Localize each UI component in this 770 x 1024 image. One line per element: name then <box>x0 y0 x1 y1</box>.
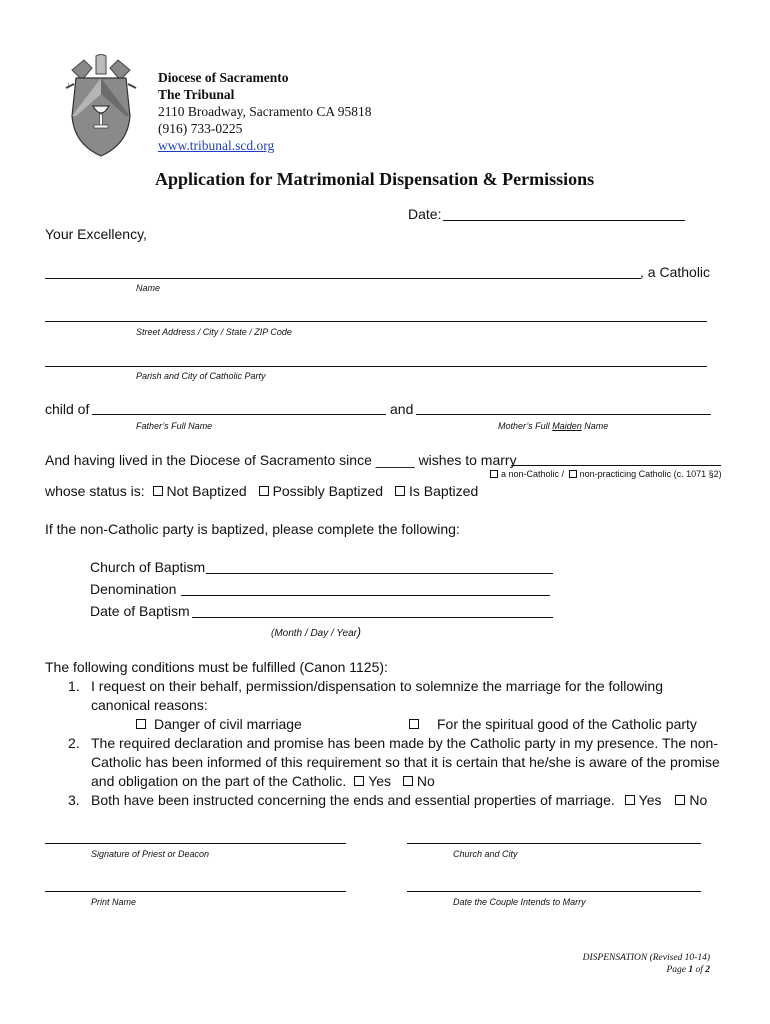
not-baptized-checkbox[interactable] <box>153 486 163 496</box>
item2-text-a: The required declaration and promise has been made by the Catholic party in my presence. The non- <box>91 735 718 751</box>
month-caption: (Month / Day / Year) <box>271 625 361 639</box>
parish-caption: Parish and City of Catholic Party <box>136 371 266 381</box>
org-name: Diocese of Sacramento <box>158 70 289 85</box>
date-of-baptism-field[interactable] <box>192 617 553 618</box>
denomination-field[interactable] <box>181 595 550 596</box>
address-field[interactable] <box>45 321 707 322</box>
possibly-baptized-checkbox[interactable] <box>259 486 269 496</box>
church-of-baptism-field[interactable] <box>206 573 553 574</box>
father-name-field[interactable] <box>92 414 386 415</box>
date-of-baptism-label: Date of Baptism <box>90 603 190 619</box>
child-of-label: child of <box>45 401 90 417</box>
revision-note: DISPENSATION (Revised 10-14) <box>582 953 710 963</box>
and-label: and <box>390 401 414 417</box>
address-caption: Street Address / City / State / ZIP Code <box>136 327 292 337</box>
date-field[interactable] <box>443 220 685 221</box>
salutation: Your Excellency, <box>45 226 147 242</box>
marry-options: a non-Catholic / non-practicing Catholic (c. 1071 §2) <box>490 469 722 480</box>
is-baptized-checkbox[interactable] <box>395 486 405 496</box>
promise-yes-checkbox[interactable] <box>354 776 364 786</box>
status-label: whose status is: <box>45 483 145 499</box>
page-title: Application for Matrimonial Dispensation & Permissions <box>155 169 595 189</box>
priest-signature-caption: Signature of Priest or Deacon <box>91 849 210 859</box>
item2-number: 2. <box>68 735 80 751</box>
instructed-yes-checkbox[interactable] <box>625 795 635 805</box>
reason-danger: Danger of civil marriage <box>136 716 302 732</box>
promise-no-checkbox[interactable] <box>403 776 413 786</box>
spiritual-checkbox[interactable] <box>409 719 419 729</box>
instructed-no-checkbox[interactable] <box>675 795 685 805</box>
danger-checkbox[interactable] <box>136 719 146 729</box>
print-name-caption: Print Name <box>91 897 137 907</box>
name-caption: Name <box>136 283 161 293</box>
reason-spiritual: For the spiritual good of the Catholic party <box>409 716 697 732</box>
church-city-caption: Church and City <box>453 849 518 859</box>
item3-number: 3. <box>68 792 80 808</box>
church-of-baptism-label: Church of Baptism <box>90 559 206 575</box>
name-suffix: , a Catholic <box>640 264 711 280</box>
parish-field[interactable] <box>45 366 707 367</box>
org-address: 2110 Broadway, Sacramento CA 95818 <box>158 104 372 119</box>
item2-text-b: Catholic has been informed of this requirement so that it is certain that he/she is aware of the promise <box>91 754 720 770</box>
status-row: whose status is: Not Baptized Possibly Baptized Is Baptized <box>45 483 479 499</box>
org-phone: (916) 733-0225 <box>158 121 243 136</box>
page-number: Page 1 of 2 <box>666 965 710 975</box>
print-name-field[interactable] <box>45 891 346 892</box>
diocese-crest-logo <box>62 54 140 158</box>
church-city-field[interactable] <box>407 843 701 844</box>
mother-caption: Mother’s Full Maiden Name <box>498 421 609 431</box>
marry-field[interactable] <box>511 465 721 466</box>
item2-text-c-row: and obligation on the part of the Catholic. Yes No <box>91 773 435 789</box>
website-link[interactable]: www.tribunal.scd.org <box>158 138 275 153</box>
non-catholic-checkbox[interactable] <box>490 470 498 478</box>
item3-row: Both have been instructed concerning the ends and essential properties of marriage. Yes No <box>91 792 708 808</box>
non-practicing-checkbox[interactable] <box>569 470 577 478</box>
date-label: Date: <box>408 206 442 222</box>
item1-text-b: canonical reasons: <box>91 697 208 713</box>
item1-text-a: I request on their behalf, permission/dispensation to solemnize the marriage for the following <box>91 678 663 694</box>
marry-date-caption: Date the Couple Intends to Marry <box>453 897 586 907</box>
item1-number: 1. <box>68 678 80 694</box>
catholic-name-field[interactable] <box>45 278 641 279</box>
mother-name-field[interactable] <box>416 414 711 415</box>
baptized-intro: If the non-Catholic party is baptized, please complete the following: <box>45 521 460 537</box>
priest-signature-field[interactable] <box>45 843 346 844</box>
conditions-intro: The following conditions must be fulfilled (Canon 1125): <box>45 659 388 675</box>
lived-text: And having lived in the Diocese of Sacramento since _____ wishes to marry <box>45 452 517 468</box>
dept-name: The Tribunal <box>158 87 235 102</box>
father-caption: Father’s Full Name <box>136 421 213 431</box>
denomination-label: Denomination <box>90 581 177 597</box>
marry-date-field[interactable] <box>407 891 701 892</box>
